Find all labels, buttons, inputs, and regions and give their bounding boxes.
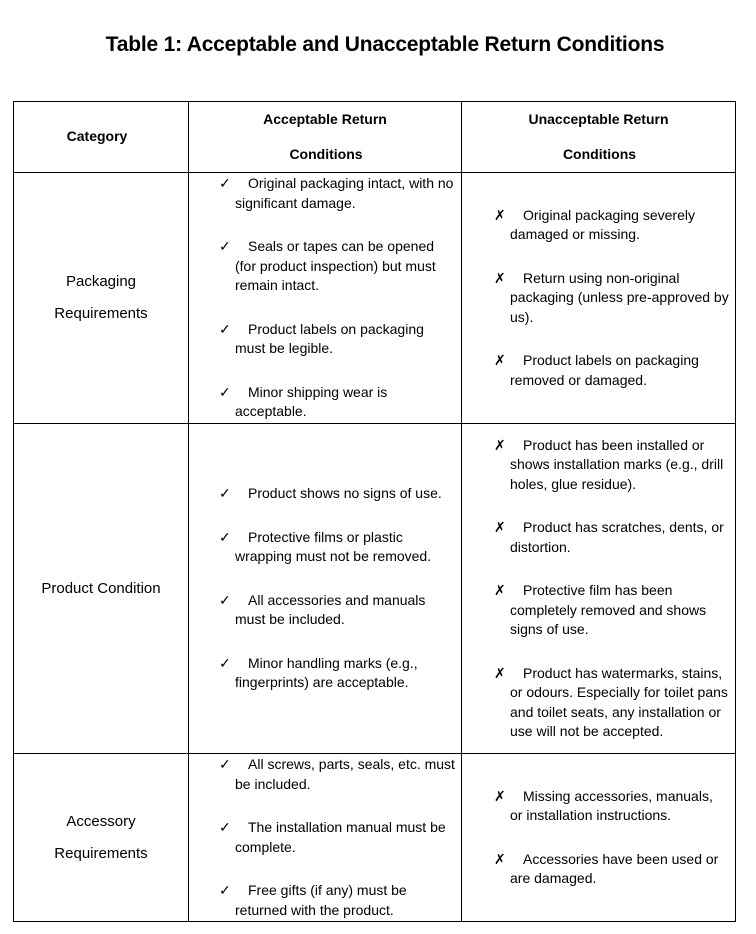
category-label-line1: Accessory <box>66 812 136 830</box>
condition-text: The installation manual must be complete. <box>235 819 446 855</box>
header-unacceptable-line1: Unacceptable Return <box>528 111 669 127</box>
condition-text: Product has been installed or shows installation marks (e.g., drill holes, glue residue). <box>510 436 724 492</box>
checkmark-icon: ✓ <box>219 819 231 835</box>
unacceptable-condition-item <box>494 581 729 640</box>
cross-icon: ✗ <box>494 206 506 223</box>
condition-text: Missing accessories, manuals, or installation instructions. <box>510 787 713 823</box>
cross-icon: ✗ <box>494 519 506 535</box>
acceptable-condition-item <box>219 654 455 693</box>
acceptable-condition-item <box>219 484 455 504</box>
table-title: Table 1: Acceptable and Unacceptable Return Conditions <box>105 33 665 56</box>
unacceptable-cell <box>462 754 736 922</box>
unacceptable-condition-item <box>494 664 729 742</box>
checkmark-icon: ✓ <box>219 238 231 255</box>
unacceptable-condition-item <box>494 206 729 245</box>
unacceptable-cell <box>462 424 736 754</box>
header-category: Category <box>14 102 189 173</box>
unacceptable-condition-item <box>494 436 729 495</box>
header-acceptable <box>189 102 462 173</box>
unacceptable-condition-item <box>494 850 729 889</box>
acceptable-condition-item <box>219 818 455 857</box>
condition-text: Product has watermarks, stains, or odours. Especially for toilet pans and toilet seats, any installation or use will not be accepted. <box>510 664 728 739</box>
condition-text: Product shows no signs of use. <box>248 485 442 502</box>
category-label-line2: Requirements <box>54 844 148 862</box>
checkmark-icon: ✓ <box>219 654 231 671</box>
acceptable-condition-item <box>219 528 455 567</box>
header-unacceptable-line2: Conditions <box>562 146 637 162</box>
condition-text: Original packaging intact, with no significant damage. <box>235 175 454 211</box>
table-row <box>14 173 736 424</box>
cross-icon: ✗ <box>494 269 506 286</box>
condition-text: Free gifts (if any) must be returned with the product. <box>235 882 407 918</box>
unacceptable-condition-item <box>494 269 729 328</box>
checkmark-icon: ✓ <box>219 320 231 337</box>
checkmark-icon: ✓ <box>219 485 231 502</box>
checkmark-icon: ✓ <box>219 175 231 192</box>
checkmark-icon: ✓ <box>219 528 231 545</box>
condition-text: Product has scratches, dents, or distortion. <box>510 519 724 555</box>
condition-text: Return using non-original packaging (unless pre-approved by us). <box>510 269 729 325</box>
condition-text: Minor handling marks (e.g., fingerprints) are acceptable. <box>235 654 418 691</box>
category-cell <box>14 173 189 424</box>
condition-text: Accessories have been used or are damaged. <box>510 850 719 886</box>
checkmark-icon: ✓ <box>219 383 231 400</box>
acceptable-cell <box>189 424 462 754</box>
acceptable-condition-item <box>219 383 455 422</box>
condition-text: All accessories and manuals must be included. <box>235 591 426 628</box>
unacceptable-condition-item <box>494 351 729 390</box>
condition-text: Protective films or plastic wrapping must not be removed. <box>235 528 432 565</box>
cross-icon: ✗ <box>494 787 506 804</box>
acceptable-condition-item <box>219 755 455 794</box>
acceptable-cell <box>189 754 462 922</box>
cross-icon: ✗ <box>494 436 506 453</box>
category-cell <box>14 424 189 754</box>
cross-icon: ✗ <box>494 582 506 598</box>
table-row <box>14 754 736 922</box>
unacceptable-condition-item <box>494 518 729 557</box>
checkmark-icon: ✓ <box>219 591 231 608</box>
condition-text: Minor shipping wear is acceptable. <box>235 383 388 420</box>
acceptable-condition-item <box>219 237 455 296</box>
condition-text: Original packaging severely damaged or missing. <box>510 206 695 243</box>
cross-icon: ✗ <box>494 664 506 681</box>
return-conditions-table <box>13 101 736 922</box>
unacceptable-condition-item <box>494 787 729 826</box>
acceptable-condition-item <box>219 174 455 213</box>
condition-text: Seals or tapes can be opened (for product inspection) but must remain intact. <box>235 238 436 294</box>
checkmark-icon: ✓ <box>219 756 231 772</box>
checkmark-icon: ✓ <box>219 882 231 898</box>
header-acceptable-line1: Acceptable Return <box>263 111 387 127</box>
header-acceptable-line2: Conditions <box>289 146 363 162</box>
acceptable-condition-item <box>219 881 455 920</box>
cross-icon: ✗ <box>494 352 506 369</box>
cross-icon: ✗ <box>494 850 506 867</box>
category-cell <box>14 754 189 922</box>
condition-text: All screws, parts, seals, etc. must be included. <box>235 756 455 792</box>
header-unacceptable <box>462 102 736 173</box>
category-label-line2: Requirements <box>54 305 148 322</box>
category-label-line1: Product Condition <box>41 579 161 597</box>
header-row <box>14 102 736 173</box>
acceptable-condition-item <box>219 591 455 630</box>
unacceptable-cell <box>462 173 736 424</box>
acceptable-cell <box>189 173 462 424</box>
condition-text: Protective film has been completely removed and shows signs of use. <box>510 582 707 637</box>
condition-text: Product labels on packaging must be legible. <box>235 320 424 357</box>
acceptable-condition-item <box>219 320 455 359</box>
table-row <box>14 424 736 754</box>
condition-text: Product labels on packaging removed or damaged. <box>510 352 699 388</box>
category-label-line1: Packaging <box>65 273 137 290</box>
